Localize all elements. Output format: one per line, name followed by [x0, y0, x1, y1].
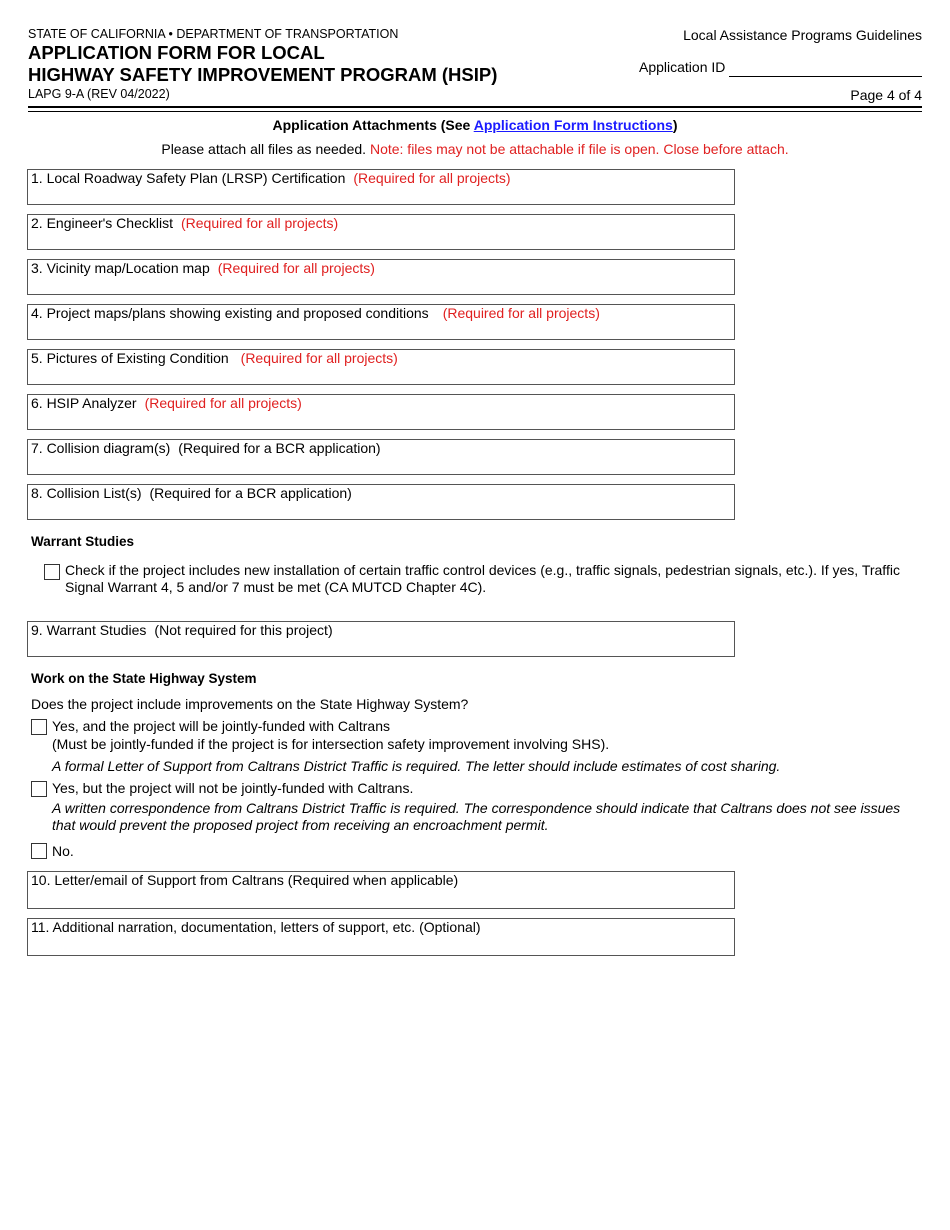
shs-option-jointly-funded-sub: (Must be jointly-funded if the project is for intersection safety improvement involving SHS). [52, 736, 610, 752]
attachment-field-4[interactable] [27, 304, 735, 340]
header-divider [28, 106, 922, 108]
form-title [28, 42, 497, 86]
header-divider-thin [28, 111, 922, 112]
attachment-field-6[interactable] [27, 394, 735, 430]
instructions-link[interactable]: Application Form Instructions [473, 117, 673, 133]
attachment-label-9: 9. Warrant Studies [31, 622, 147, 638]
attach-warning-note: Note: files may not be attachable if file is open. Close before attach. [369, 141, 789, 157]
guidelines-label: Local Assistance Programs Guidelines [683, 27, 922, 43]
form-title-line-1: APPLICATION FORM FOR LOCAL [28, 42, 325, 63]
attachment-label-3: 3. Vicinity map/Location map [31, 260, 210, 276]
shs-question: Does the project include improvements on the State Highway System? [31, 696, 469, 712]
attachment-label-4: 4. Project maps/plans showing existing and proposed conditions [31, 305, 429, 321]
agency-line: STATE OF CALIFORNIA • DEPARTMENT OF TRANSPORTATION [28, 27, 399, 41]
attachment-label-6: 6. HSIP Analyzer [31, 395, 137, 411]
form-number: LAPG 9-A (REV 04/2022) [28, 87, 170, 101]
attachments-heading-text: Application Attachments (See [272, 117, 474, 133]
attachment-field-7[interactable] [27, 439, 735, 475]
attachment-label-1: 1. Local Roadway Safety Plan (LRSP) Certification [31, 170, 346, 186]
attachment-label-8: 8. Collision List(s) [31, 485, 142, 501]
attachment-requirement-5: (Required for all projects) [240, 350, 398, 366]
warrant-checkbox-label: Check if the project includes new installation of certain traffic control devices (e.g., traffic signals, pedestrian signals, etc.). If yes, Traffic Signal Warrant 4, 5 and/or 7 must be met (CA MUTCD Chapter 4C). [65, 562, 900, 595]
attachment-requirement-2: (Required for all projects) [180, 215, 339, 231]
shs-option-no-label: No. [52, 843, 74, 859]
attachment-label-7: 7. Collision diagram(s) [31, 440, 171, 456]
attachment-field-5[interactable] [27, 349, 735, 385]
shs-option-not-jointly-funded-label: Yes, but the project will not be jointly-funded with Caltrans. [52, 780, 414, 796]
attachment-requirement-6: (Required for all projects) [144, 395, 302, 411]
attachment-field-8[interactable] [27, 484, 735, 520]
attachments-heading [0, 117, 950, 133]
attachment-requirement-1: (Required for all projects) [353, 170, 511, 186]
shs-option-not-jointly-funded-checkbox[interactable] [31, 781, 47, 797]
application-id-label: Application ID [639, 59, 726, 75]
attachment-label-11: 11. Additional narration, documentation, letters of support, etc. (Optional) [31, 919, 481, 935]
attachment-field-2[interactable] [27, 214, 735, 250]
shs-option-jointly-funded-note: A formal Letter of Support from Caltrans District Traffic is required. The letter should include estimates of cost sharing. [52, 758, 781, 774]
attachments-heading-close: ) [672, 117, 678, 133]
attachment-field-9[interactable] [27, 621, 735, 657]
warrant-checkbox[interactable] [44, 564, 60, 580]
shs-option-jointly-funded-checkbox[interactable] [31, 719, 47, 735]
page-number: Page 4 of 4 [850, 87, 922, 103]
attach-instruction [0, 141, 950, 157]
shs-option-not-jointly-funded-note: A written correspondence from Caltrans District Traffic is required. The correspondence should indicate that Caltrans does not see issues that would prevent the proposed project from receiving an encroachment permit. [52, 800, 901, 833]
attachment-requirement-3: (Required for all projects) [217, 260, 375, 276]
attachment-requirement-9: (Not required for this project) [154, 622, 333, 638]
form-title-line-2: HIGHWAY SAFETY IMPROVEMENT PROGRAM (HSIP) [28, 64, 498, 85]
attachment-requirement-7: (Required for a BCR application) [178, 440, 381, 456]
attachment-label-10: 10. Letter/email of Support from Caltrans (Required when applicable) [31, 872, 459, 888]
application-id-field[interactable] [729, 60, 922, 77]
warrant-studies-heading: Warrant Studies [31, 534, 135, 549]
attachment-field-10[interactable] [27, 871, 735, 909]
attachment-requirement-4: (Required for all projects) [442, 305, 600, 321]
attach-instruction-text: Please attach all files as needed. [161, 141, 367, 157]
shs-heading: Work on the State Highway System [31, 671, 257, 686]
attachment-field-1[interactable] [27, 169, 735, 205]
shs-option-jointly-funded-label: Yes, and the project will be jointly-funded with Caltrans [52, 718, 391, 734]
attachment-label-2: 2. Engineer's Checklist [31, 215, 173, 231]
attachment-requirement-8: (Required for a BCR application) [149, 485, 352, 501]
shs-option-no-checkbox[interactable] [31, 843, 47, 859]
attachment-label-5: 5. Pictures of Existing Condition [31, 350, 229, 366]
attachment-field-3[interactable] [27, 259, 735, 295]
attachment-field-11[interactable] [27, 918, 735, 956]
